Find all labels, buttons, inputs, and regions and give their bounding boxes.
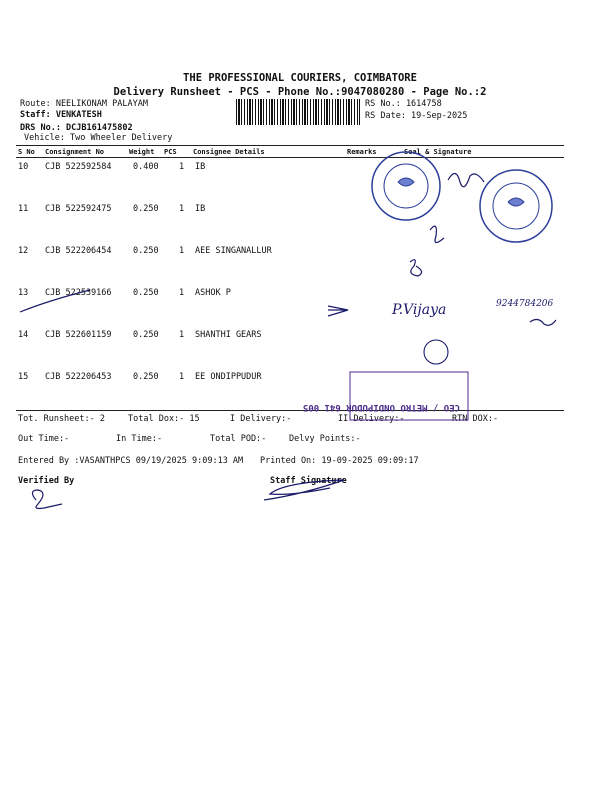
cell-sno: 13 — [18, 288, 29, 298]
col-consignee: Consignee Details — [193, 148, 265, 156]
cell-weight: 0.250 — [133, 204, 159, 214]
signature-mark — [430, 226, 444, 242]
cell-consignee: EE ONDIPPUDUR — [195, 372, 262, 382]
verified-by: Verified By — [18, 476, 75, 486]
total-dox: Total Dox:- 15 — [128, 414, 200, 424]
total-runsheet: Tot. Runsheet:- 2 — [18, 414, 105, 424]
entered-by: Entered By :VASANTHPCS 09/19/2025 9:09:13 AM — [18, 456, 244, 466]
in-time: In Time:- — [116, 434, 163, 444]
col-remarks: Remarks — [347, 148, 377, 156]
document-title: THE PROFESSIONAL COURIERS, COIMBATORE — [183, 72, 417, 84]
i-delivery: I Delivery:- — [230, 414, 292, 424]
cell-pcs: 1 — [179, 204, 185, 214]
handwritten-phone: 9244784206 — [496, 299, 554, 309]
stamp-office-text: CEO / METRO ONDIPUDUR 641 005 — [302, 402, 460, 412]
pen-stroke — [20, 290, 90, 312]
rtn-dox: RTN DOX:- — [452, 414, 499, 424]
signature-mark — [530, 319, 556, 325]
cell-weight: 0.250 — [133, 288, 159, 298]
verified-signature — [32, 490, 62, 509]
col-weight: Weight — [129, 148, 155, 156]
cell-consignee: IB — [195, 204, 206, 214]
handwritten-name: P.Vijaya — [392, 302, 447, 318]
signature-mark — [448, 173, 484, 186]
office-stamp — [303, 372, 468, 420]
cell-pcs: 1 — [179, 162, 185, 172]
cell-pcs: 1 — [179, 288, 185, 298]
cell-pcs: 1 — [179, 330, 185, 340]
drs-label: DRS No.: DCJB161475802 — [20, 123, 133, 133]
cell-consignee: ASHOK P — [195, 288, 231, 298]
cell-consignment: CJB 522206454 — [45, 246, 112, 256]
bank-seal-icon — [480, 170, 552, 242]
document-subtitle: Delivery Runsheet - PCS - Phone No.:9047080280 - Page No.:2 — [113, 86, 487, 98]
cell-consignment: CJB 522539166 — [45, 288, 112, 298]
signature-mark — [424, 340, 448, 364]
cell-consignment: CJB 522601159 — [45, 330, 112, 340]
rs-number: RS No.: 1614758 — [365, 99, 442, 109]
cell-consignment: CJB 522592475 — [45, 204, 112, 214]
cell-consignment: CJB 522206453 — [45, 372, 112, 382]
vehicle-label: Vehicle: Two Wheeler Delivery — [24, 133, 173, 143]
printed-on: Printed On: 19-09-2025 09:09:17 — [260, 456, 419, 466]
cell-weight: 0.250 — [133, 330, 159, 340]
ii-delivery: II Delivery:- — [338, 414, 405, 424]
cell-sno: 14 — [18, 330, 29, 340]
cell-consignment: CJB 522592584 — [45, 162, 112, 172]
signature-mark — [410, 260, 422, 276]
cell-pcs: 1 — [179, 372, 185, 382]
staff-label: Staff: VENKATESH — [20, 110, 102, 120]
cell-consignee: AEE SINGANALLUR — [195, 246, 272, 256]
cell-weight: 0.400 — [133, 162, 159, 172]
cell-consignee: IB — [195, 162, 206, 172]
cell-weight: 0.250 — [133, 372, 159, 382]
route-label: Route: NEELIKONAM PALAYAM — [20, 99, 148, 109]
col-consignment: Consignment No — [45, 148, 105, 156]
bank-seal-icon — [372, 152, 440, 220]
cell-sno: 11 — [18, 204, 29, 214]
staff-signature — [264, 480, 344, 500]
out-time: Out Time:- — [18, 434, 70, 444]
total-pod: Total POD:- — [210, 434, 267, 444]
cell-sno: 10 — [18, 162, 29, 172]
delvy-points: Delvy Points:- — [289, 434, 361, 444]
col-sno: S No — [18, 148, 35, 156]
col-pcs: PCS — [164, 148, 177, 156]
cell-consignee: SHANTHI GEARS — [195, 330, 262, 340]
cell-sno: 15 — [18, 372, 29, 382]
cell-sno: 12 — [18, 246, 29, 256]
arrow-mark — [328, 306, 348, 316]
col-seal-signature: Seal & Signature — [404, 148, 472, 156]
staff-signature-label: Staff Signature — [270, 476, 347, 486]
rs-date: RS Date: 19-Sep-2025 — [365, 111, 468, 121]
cell-weight: 0.250 — [133, 246, 159, 256]
cell-pcs: 1 — [179, 246, 185, 256]
